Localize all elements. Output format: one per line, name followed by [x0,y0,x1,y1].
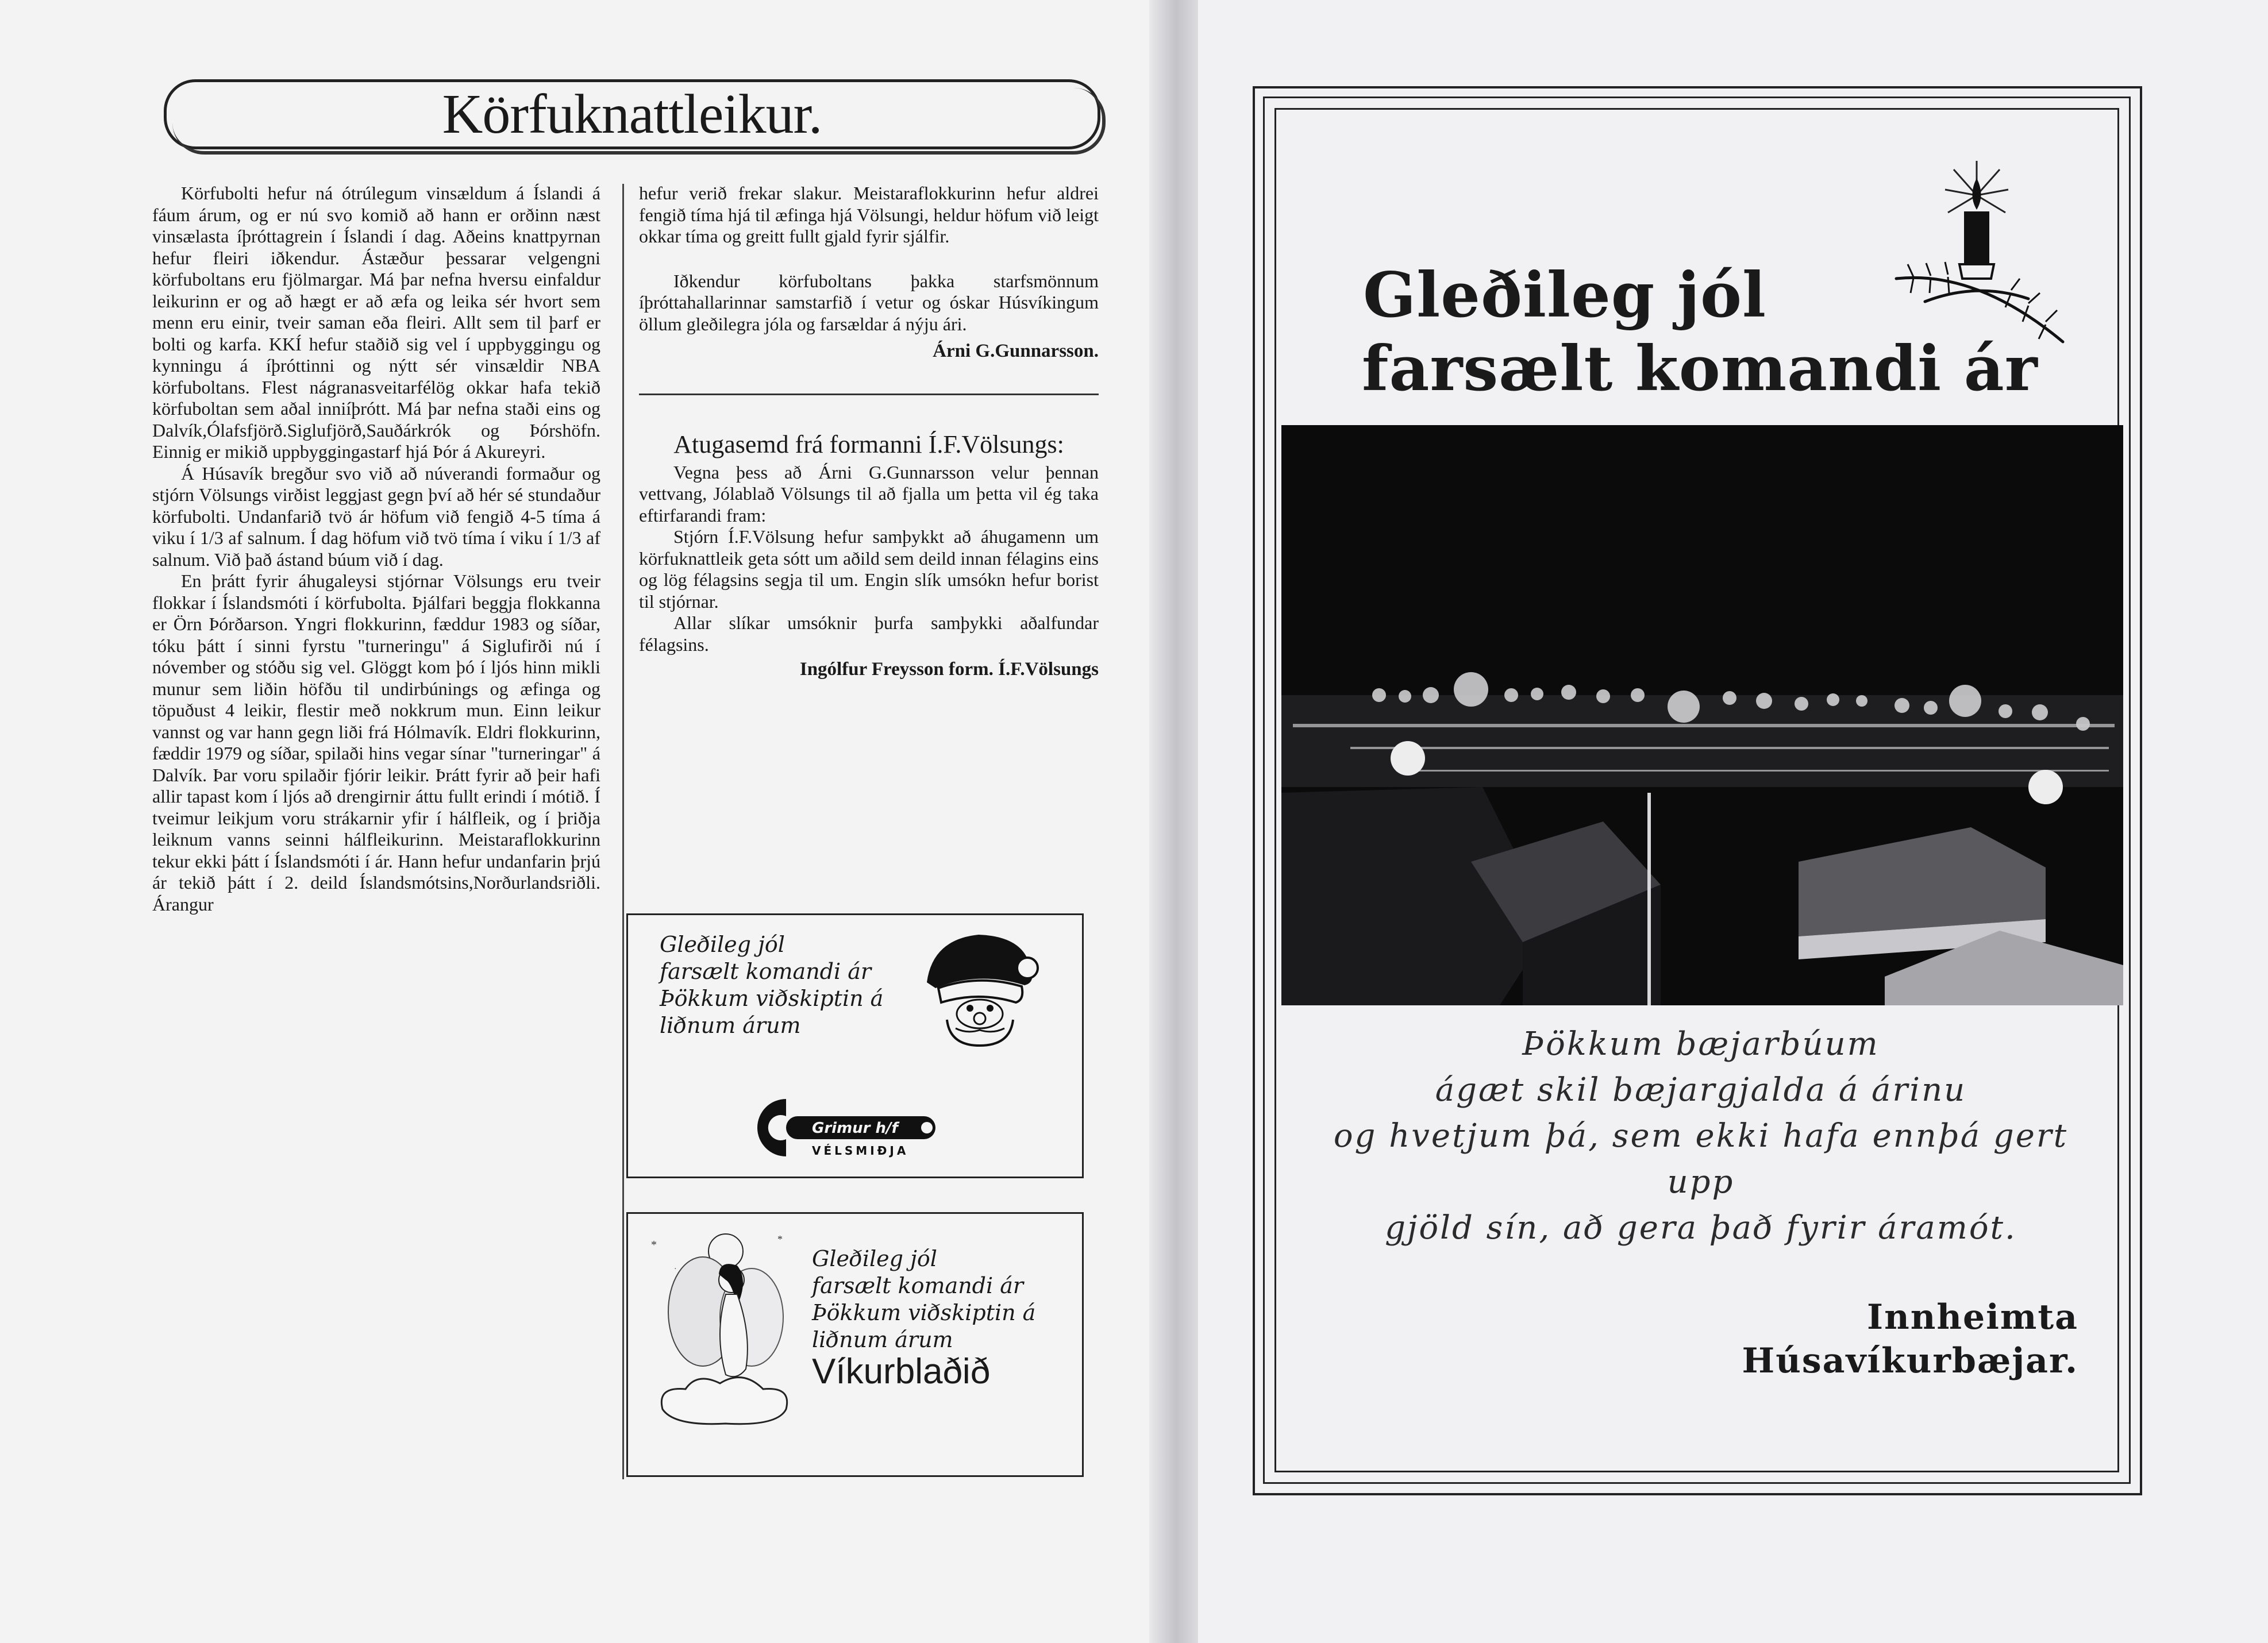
article-column-1 [152,183,600,915]
headline-banner [164,79,1100,149]
ad-line: Þökkum viðskiptin á [812,1300,1036,1325]
wrench-logo-icon [752,1096,941,1159]
issuer-line-2: Húsavíkurbæjar. [1742,1341,2078,1381]
thanks-message [1316,1021,2086,1251]
ad-line: liðnum árum [660,1013,801,1038]
article-column-2 [639,183,1099,681]
note-paragraph: Stjórn Í.F.Völsung hefur samþykkt að áhugamenn um körfuknattleik geta sótt um aðild sem deild innan félagins eins og lög félagsins segja til um. Engin slík umsókn hefur borist til stjórnar. [639,526,1099,612]
thanks-line: gjöld sín, að gera það fyrir áramót. [1385,1209,2017,1247]
article-headline: Körfuknattleikur. [442,83,822,145]
article-paragraph: Á Húsavík bregður svo við að núverandi formaður og stjórn Völsungs virðist leggjast gegn því að hér sé stundaður körfubolti. Undanfarið tvö ár höfum við fengið 4-5 tíma á viku í 1/3 af salnum. Í dag höfum við tvö tíma í viku í 1/3 af salnum. Við það ástand búum við í dag. [152,462,600,570]
article-paragraph: hefur verið frekar slakur. Meistaraflokkurinn hefur aldrei fengið tíma hjá til æfinga hjá Völsungi, heldur höfum við leigt okkar tíma og greitt fullt gjald fyrir sjálfir. [639,183,1099,246]
svg-text:*: * [777,1233,783,1245]
note-heading: Atugasemd frá formanni Í.F.Völsungs: [673,430,1064,458]
angel-icon [640,1225,806,1455]
ad-grimur-text [660,931,883,1039]
section-divider [639,394,1099,395]
svg-text:*: * [651,1239,657,1251]
ad-line: liðnum árum [812,1327,953,1352]
ad-grimur [626,913,1084,1178]
thanks-paragraph: Iðkendur körfuboltans þakka starfsmönnum íþróttahallarinnar samstarfið í vetur og óskar Húsvíkingum öllum gleðilegra jóla og farsældar á nýju ári. [639,270,1099,334]
ad-line: farsælt komandi ár [660,959,872,984]
grimur-logo-name: Grimur h/f [812,1120,898,1137]
headline-banner-shadow [172,88,1106,155]
column-divider [622,184,624,1479]
ad-line: Þökkum viðskiptin á [660,986,884,1011]
grimur-logo-sub: VÉLSMIÐJA [812,1144,909,1158]
ad-line: farsælt komandi ár [812,1273,1024,1298]
note-paragraph: Vegna þess að Árni G.Gunnarsson velur þennan vettvang, Jólablað Völsungs til að fjalla um þetta vil ég taka eftirfarandi fram: [639,461,1099,526]
ad-vikur-text [812,1245,1036,1391]
ad-line: Gleðileg jól [812,1246,937,1271]
note-signature: Ingólfur Freysson form. Í.F.Völsungs [799,659,1099,680]
grimur-logo [752,1096,941,1162]
article-author: Árni G.Gunnarsson. [933,341,1099,361]
santa-icon [915,928,1039,1048]
thanks-line: ágæt skil bæjargjalda á árinu [1435,1071,1967,1109]
article-paragraph: Körfubolti hefur ná ótrúlegum vinsældum á Íslandi á fáum árum, og er nú svo komið að hann er orðinn næst vinsælasta íþróttagrein í Íslandi í dag. Aðeins knattpyrnan hefur fleiri iðkendur. Ástæður þessarar velgengni körfuboltans eru fjölmargar. Má þar nefna hversu einfaldur leikurinn er og að hægt er að æfa og leika sér hvort sem menn eru einir, tveir saman eða fleiri. Allt sem til þarf er bolti og karfa. KKÍ hefur staðið sig vel í uppbyggingu og kynningu á íþróttinni og nýtt sér vinsældir NBA körfuboltans. Flest nágranasveitarfélög okkar hafa tekið körfuboltan sem aðal inniíþrótt. Má þar nefna staði eins og Dalvík,Ólafsfjörð.Siglufjörð,Sauðárkrók og Þórshöfn. Einnig er mikið uppbyggingastarf hjá Þór á Akureyri. [152,183,600,462]
issuer-line-1: Innheimta [1867,1297,2078,1337]
ad-company-name: Víkurblaðið [812,1352,991,1391]
thanks-line: Þökkum bæjarbúum [1522,1025,1880,1063]
thanks-line: og hvetjum þá, sem ekki hafa ennþá gert upp [1333,1117,2069,1201]
note-paragraph: Allar slíkar umsóknir þurfa samþykki aðalfundar félagsins. [639,612,1099,655]
page-gutter [1149,0,1198,1643]
greeting-line-1: Gleðileg jól [1363,259,1767,331]
svg-text:·: · [674,1265,677,1274]
greeting-line-2: farsælt komandi ár [1362,333,2038,405]
ad-vikurbladid [626,1212,1084,1477]
article-paragraph: En þrátt fyrir áhugaleysi stjórnar Völsungs eru tveir flokkar í Íslandsmóti í körfubolta. Þjálfari beggja flokkanna er Örn Þórðarson. Yngri flokkurinn, fæddur 1983 og síðar, tóku þátt í sinni fyrstu "turneringu" á Siglufirði nú í nóvember og stóðu sig vel. Glöggt kom þó í ljós hinn mikli munur sem liðin höfðu til undirbúnings og æfinga og töpuðust 4 leikir, flestir með nokkrum mun. Einn leikur vannst og var hann gegn liði frá Hólmavík. Eldri flokkurinn, fæddir 1979 og síðar, spilaði hins vegar sínar "turneringar" á Dalvík. Þar voru spilaðir fjórir leikir. Þrátt fyrir að þeir hafi allir tapast kom í ljós að drengirnir áttu fullt erindi í mótið. Í tveimur leikjum voru strákarnir yfir í hálfleik, og í þriðja leiknum vanns seinni hálfleikurinn. Meistaraflokkurinn tekur ekki þátt í Íslandsmóti í ár. Hann hefur undanfarin þrjú ár tekið þátt í 2. deild Íslandsmótsins,Norðurlandsriðli. Árangur [152,570,600,915]
issuer-signature [1742,1295,2078,1383]
harbour-night-photo [1281,425,2123,1005]
greeting-headline [1363,259,2038,406]
ad-line: Gleðileg jól [660,932,785,957]
